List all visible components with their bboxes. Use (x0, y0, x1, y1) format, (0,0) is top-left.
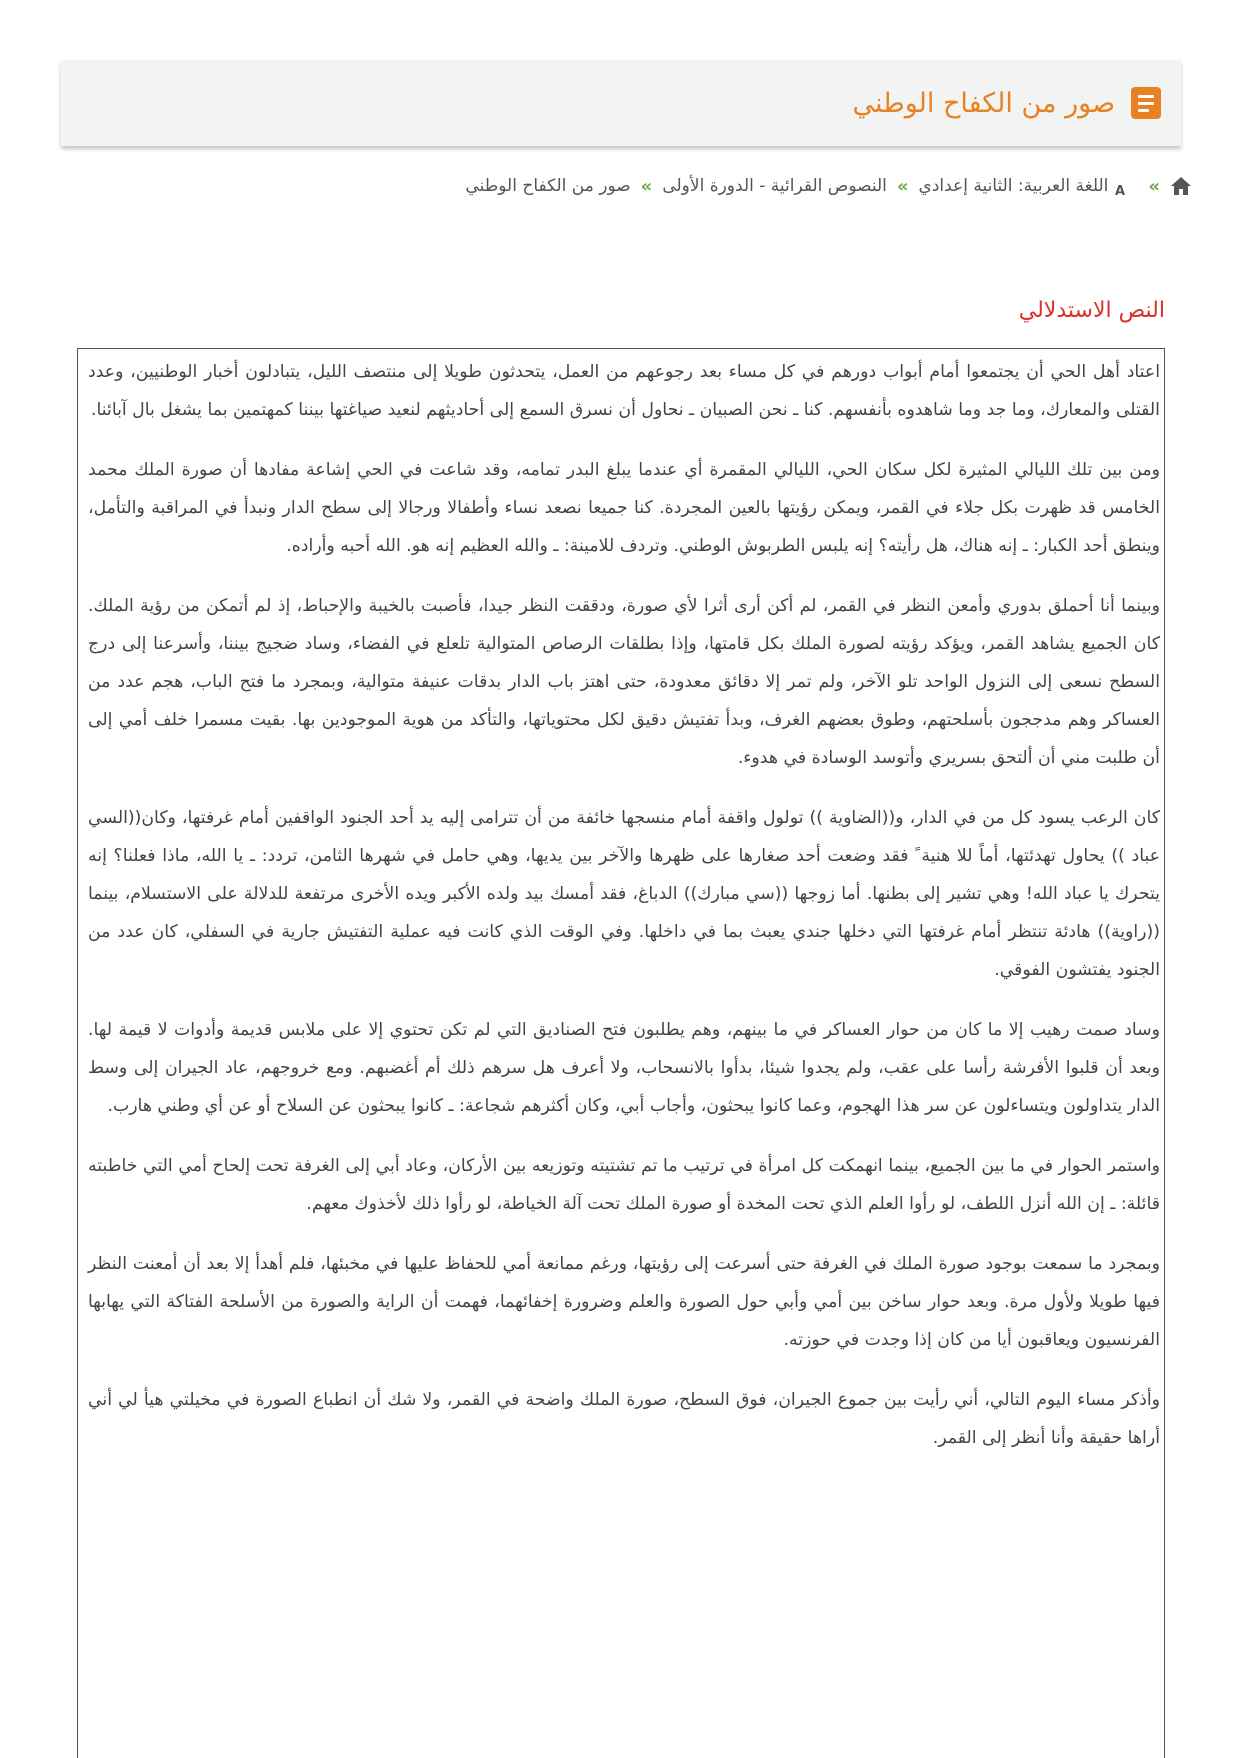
title-card (61, 60, 1181, 146)
section-title: النص الاستدلالي (1018, 298, 1165, 323)
translate-icon (1114, 175, 1138, 197)
breadcrumb-item-subject[interactable]: اللغة العربية: الثانية إعدادي (918, 176, 1109, 196)
breadcrumb-separator: » (1148, 175, 1160, 197)
paragraph: وأذكر مساء اليوم التالي، أني رأيت بين جموع الجيران، فوق السطح، صورة الملك واضحة في القمر، ولا شك أن انطباع الصورة في مخيلتي هيأ لي أني أراها حقيقة وأنا أنظر إلى القمر. (88, 1390, 1160, 1448)
document-icon (1131, 87, 1161, 119)
home-icon[interactable] (1170, 176, 1192, 196)
svg-text:A: A (1115, 184, 1126, 197)
breadcrumb-separator: » (896, 175, 909, 197)
paragraph: وبينما أنا أحملق بدوري وأمعن النظر في القمر، لم أكن أرى أثرا لأي صورة، ودققت النظر جيدا، فأصبت بالخيبة والإحباط، إذ لم أتمكن من رؤية الملك. كان الجميع يشاهد القمر، ويؤكد رؤيته لصورة الملك بكل قامتها، وإذا بطلقات الرصاص المتوالية تلعلع في الفضاء، وساد ضجيج بيننا، وأسرعنا إلى درج السطح نسعى إلى النزول الواحد تلو الآخر، ولم تمر إلا دقائق معدودة، حتى اهتز باب الدار بدقات عنيفة متوالية، وبمجرد ما فتح الباب، هجم عدد من العساكر وهم مدججون بأسلحتهم، وطوق بعضهم الغرف، وبدأ تفتيش دقيق لكل محتوياتها، والتأكد من هوية الموجودين بها. بقيت مسمرا خلف أمي إلى أن طلبت مني أن ألتحق بسريري وأتوسد الوسادة في هدوء. (88, 596, 1160, 768)
text-box (77, 348, 1165, 1758)
paragraph: ومن بين تلك الليالي المثيرة لكل سكان الحي، الليالي المقمرة أي عندما يبلغ البدر تمامه، وقد شاعت في الحي إشاعة مفادها أن صورة الملك محمد الخامس قد ظهرت بكل جلاء في القمر، ويمكن رؤيتها بالعين المجردة. كنا جميعا نصعد نساء وأطفالا ورجالا إلى سطح الدار ونبدأ في المراقبة والتأمل، وينطق أحد الكبار: ـ إنه هناك، هل رأيته؟ إنه يلبس الطربوش الوطني. وتردف للامينة: ـ والله العظيم إنه هو. الله أحبه وأراده. (88, 460, 1160, 556)
paragraph: واستمر الحوار في ما بين الجميع، بينما انهمكت كل امرأة في ترتيب ما تم تشتيته وتوزيعه بين الأركان، وعاد أبي إلى الغرفة تحت إلحاح أمي التي خاطبته قائلة: ـ إن الله أنزل اللطف، لو رأوا العلم الذي تحت المخدة أو صورة الملك تحت آلة الخياطة، لو رأوا ذلك لأخذوك معهم. (88, 1156, 1160, 1214)
breadcrumb (465, 170, 1192, 202)
breadcrumb-separator: » (640, 175, 653, 197)
paragraph: كان الرعب يسود كل من في الدار، و((الضاوية )) تولول واقفة أمام منسجها خائفة من أن تترامى إليه يد أحد الجنود الواقفين أمام غرفتها، وكان((السي عباد )) يحاول تهدئتها، أماً للا هنية ً فقد وضعت أحد صغارها على ظهرها والآخر بين يديها، وهي حامل في شهرها الثامن، تردد: ـ يا الله، ماذا فعلنا؟ إنه يتحرك يا عباد الله! وهي تشير إلى بطنها. أما زوجها ((سي مبارك)) الدباغ، فقد أمسك بيد ولده الأكبر ويده الأخرى مرتفعة للدلالة على الاستسلام، بينما ((راوية)) هادئة تنتظر أمام غرفتها التي دخلها جندي يعبث بما في داخلها. وفي الوقت الذي كانت فيه عملية التفتيش جارية في السفلي، كان عدد من الجنود يفتشون الفوقي. (88, 808, 1160, 980)
paragraph: اعتاد أهل الحي أن يجتمعوا أمام أبواب دورهم في كل مساء بعد رجوعهم من العمل، يتحدثون طويلا إلى منتصف الليل، يتبادلون أخبار الوطنيين، وعدد القتلى والمعارك، وما جد وما شاهدوه بأنفسهم. كنا ـ نحن الصبيان ـ نحاول أن نسرق السمع إلى أحاديثهم لنعيد صياغتها بيننا كمهتمين بما يشغل بال آبائنا. (88, 362, 1160, 420)
page-title: صور من الكفاح الوطني (852, 87, 1115, 119)
breadcrumb-item-current: صور من الكفاح الوطني (465, 176, 631, 196)
paragraph: وساد صمت رهيب إلا ما كان من حوار العساكر في ما بينهم، وهم يطلبون فتح الصناديق التي لم تكن تحتوي إلا على ملابس قديمة وأدوات لا قيمة لها. وبعد أن قلبوا الأفرشة رأسا على عقب، ولم يجدوا شيئا، بدأوا بالانسحاب، ولا أعرف هل سرهم ذلك أم أغضبهم. ومع خروجهم، عاد الجيران إلى وسط الدار يتداولون ويتساءلون عن سر هذا الهجوم، وعما كانوا يبحثون، وأجاب أبي، وكان أكثرهم شجاعة: ـ كانوا يبحثون عن السلاح أو عن أي وطني هارب. (88, 1020, 1160, 1116)
breadcrumb-item-category[interactable]: النصوص القرائية - الدورة الأولى (662, 176, 887, 196)
paragraph: وبمجرد ما سمعت بوجود صورة الملك في الغرفة حتى أسرعت إلى رؤيتها، ورغم ممانعة أمي للحفاظ عليها في مخبئها، فلم أهدأ إلا بعد أن أمعنت النظر فيها طويلا ولأول مرة. وبعد حوار ساخن بين أمي وأبي حول الصورة والعلم وضرورة إخفائهما، فهمت أن الراية والصورة من الأسلحة الفتاكة التي يهابها الفرنسيون ويعاقبون أيا من كان إذا وجدت في حوزته. (88, 1254, 1160, 1350)
